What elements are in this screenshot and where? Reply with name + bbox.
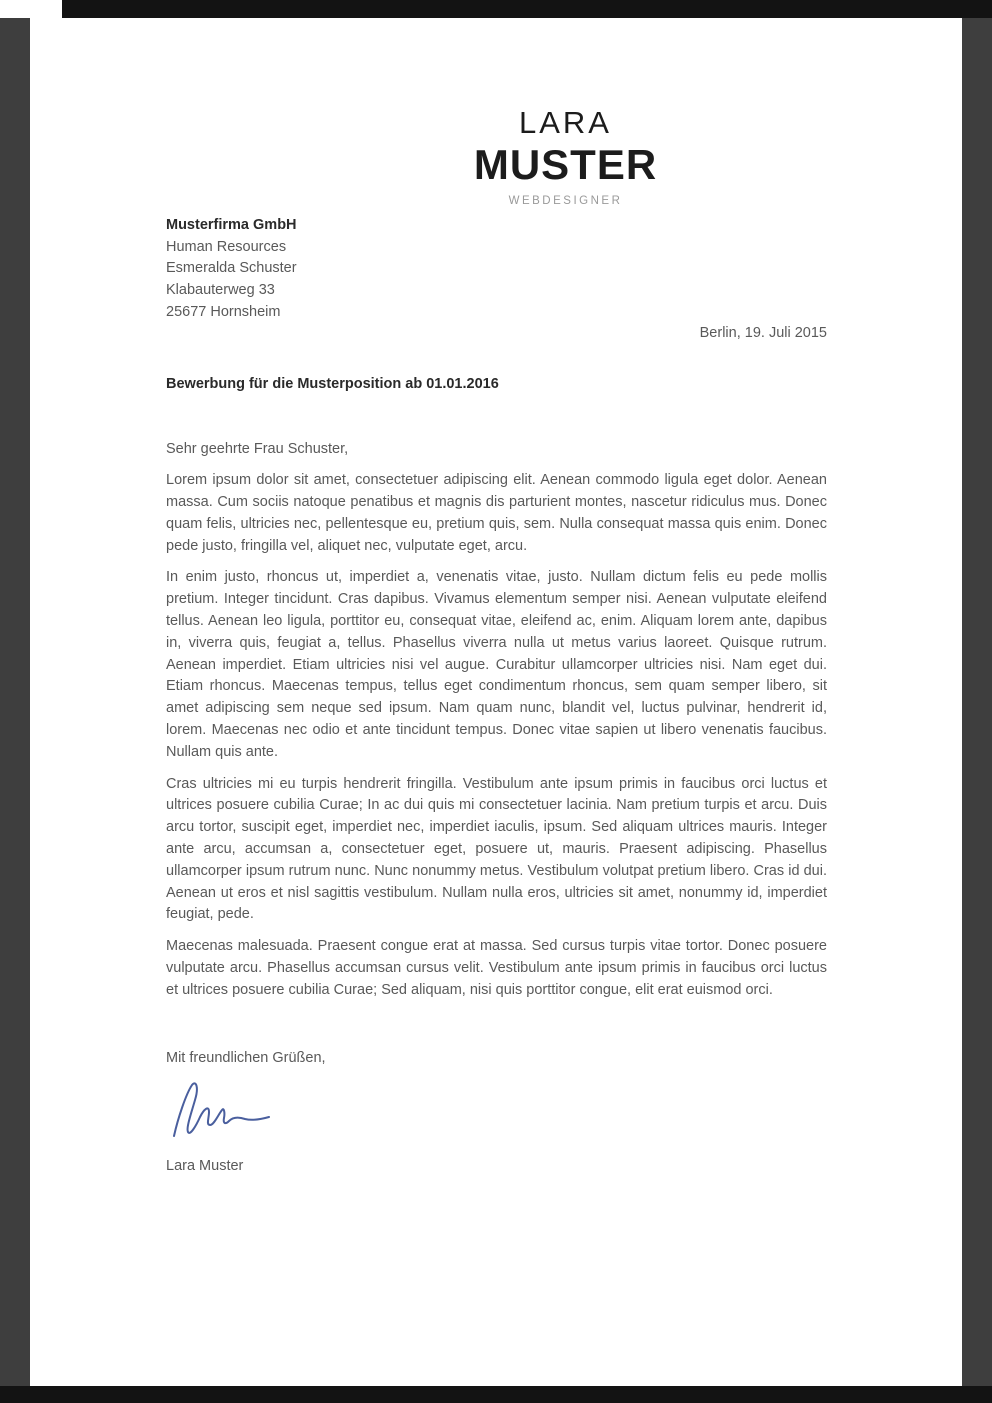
recipient-line: Human Resources	[166, 238, 287, 255]
page-row	[0, 18, 992, 1386]
recipient-block	[166, 215, 827, 323]
body-paragraph: Lorem ipsum dolor sit amet, consectetuer adipiscing elit. Aenean commodo ligula eget dolor. Aenean massa. Cum sociis natoque penatibus et magnis dis parturient montes, nascetur ridiculus mus. Donec quam felis, ultricies nec, pellentesque eu, pretium quis, sem. Nulla consequat massa quis enim. Donec pede justo, fringilla vel, aliquet nec, vulputate eget, arcu.	[166, 472, 827, 554]
letter-page	[30, 18, 962, 1386]
sender-last-name: MUSTER	[473, 141, 658, 189]
sender-first-name: LARA	[519, 105, 612, 140]
salutation: Sehr geehrte Frau Schuster,	[166, 441, 349, 458]
signature-scribble	[166, 1076, 276, 1148]
recipient-line: 25677 Hornsheim	[166, 303, 281, 320]
sender-job-title: WEBDESIGNER	[508, 195, 623, 208]
letter-date: Berlin, 19. Juli 2015	[699, 325, 827, 342]
closing-line: Mit freundlichen Grüßen,	[166, 1049, 326, 1066]
letter-subject: Bewerbung für die Musterposition ab 01.01.2016	[166, 376, 499, 393]
recipient-line: Klabauterweg 33	[166, 282, 275, 299]
sender-header	[235, 106, 896, 207]
signature-image	[166, 1076, 827, 1148]
signature-name: Lara Muster	[166, 1157, 244, 1174]
top-black-bar	[62, 0, 992, 18]
bottom-black-bar	[0, 1386, 992, 1403]
top-left-notch	[0, 0, 62, 18]
recipient-company: Musterfirma GmbH	[166, 217, 297, 234]
body-paragraph: Cras ultricies mi eu turpis hendrerit fringilla. Vestibulum ante ipsum primis in faucibus orci luctus et ultrices posuere cubilia Curae; In ac dui quis mi consectetuer lacinia. Nam pretium turpis et arcu. Duis arcu tortor, suscipit eget, imperdiet nec, imperdiet iaculis, ipsum. Sed aliquam ultrices mauris. Integer ante arcu, accumsan a, consectetuer eget, posuere ut, mauris. Praesent adipiscing. Phasellus ullamcorper ipsum rutrum nunc. Nunc nonummy metus. Vestibulum volutpat pretium libero. Cras id dui. Aenean ut eros et nisl sagittis vestibulum. Nullam nulla eros, ultricies sit amet, nonummy id, imperdiet feugiat, pede.	[166, 775, 827, 923]
letter-body	[166, 470, 827, 1001]
right-border	[962, 18, 992, 1386]
body-paragraph: In enim justo, rhoncus ut, imperdiet a, venenatis vitae, justo. Nullam dictum felis eu pede mollis pretium. Integer tincidunt. Cras dapibus. Vivamus elementum semper nisi. Aenean vulputate eleifend tellus. Aenean leo ligula, porttitor eu, consequat vitae, eleifend ac, enim. Aliquam lorem ante, dapibus in, viverra quis, feugiat a, tellus. Phasellus viverra nulla ut metus varius laoreet. Quisque rutrum. Aenean imperdiet. Etiam ultricies nisi vel augue. Curabitur ullamcorper ultricies nisi. Nam eget dui. Etiam rhoncus. Maecenas tempus, tellus eget condimentum rhoncus, sem quam semper libero, sit amet adipiscing sem neque sed ipsum. Nam quam nunc, blandit vel, luctus pulvinar, hendrerit id, lorem. Maecenas nec odio et ante tincidunt tempus. Donec vitae sapien ut libero venenatis faucibus. Nullam quis ante.	[166, 569, 827, 760]
recipient-line: Esmeralda Schuster	[166, 260, 297, 277]
left-border	[0, 18, 30, 1386]
top-strip	[0, 0, 992, 18]
body-paragraph: Maecenas malesuada. Praesent congue erat at massa. Sed cursus turpis vitae tortor. Donec posuere vulputate arcu. Phasellus accumsan cursus velit. Vestibulum ante ipsum primis in faucibus orci luctus et ultrices posuere cubilia Curae; Sed aliquam, nisi quis porttitor congue, elit erat euismod orci.	[166, 938, 827, 998]
